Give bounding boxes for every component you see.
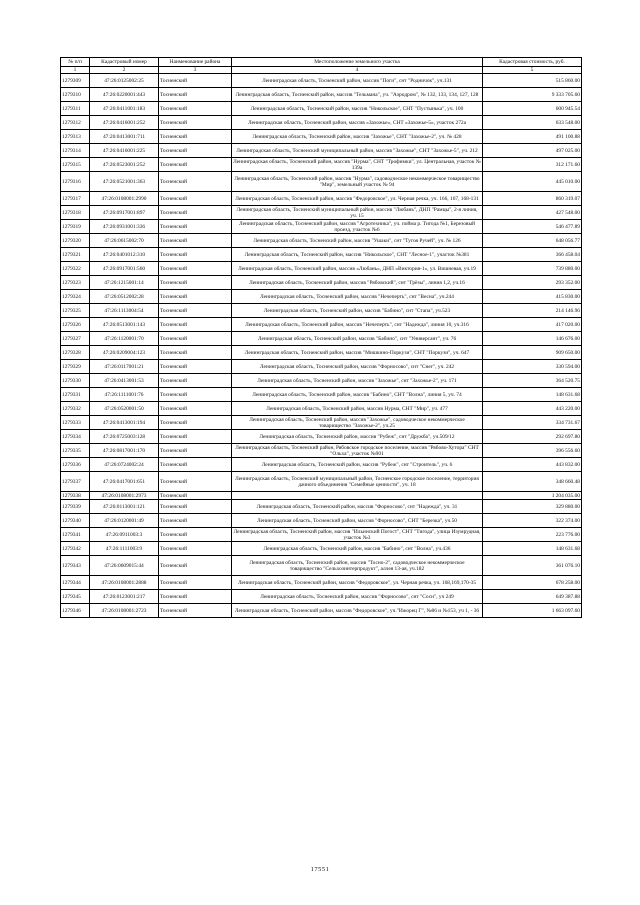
plot-location: Ленинградская область, Тосненский район, массив "Ильинский Погост", СНТ "Тигода", улица Изумрудная, участок №3 <box>232 528 483 542</box>
table-row <box>61 604 582 618</box>
table-row <box>61 388 582 402</box>
table-row <box>61 318 582 332</box>
plot-location: Ленинградская область, Тосненский район, массив "Рубеж", снт "Строитель", уч. 6 <box>232 458 483 472</box>
table-row <box>61 206 582 220</box>
cadastral-value: 415 830.00 <box>483 290 582 304</box>
page-number: 17551 <box>310 866 330 873</box>
cadastral-number: 47:26:1113004:54 <box>90 304 159 318</box>
district-name: Тосненский <box>159 318 232 332</box>
cadastral-value: 348 660.48 <box>483 472 582 492</box>
row-number: 1279317 <box>61 192 90 206</box>
table-body <box>61 74 582 618</box>
district-name: Тосненский <box>159 542 232 556</box>
district-name: Тосненский <box>159 290 232 304</box>
district-name: Тосненский <box>159 346 232 360</box>
plot-location: Ленинградская область, Тосненский район, массив "Поги", снт "Родничок", уч.131 <box>232 74 483 88</box>
cadastral-value: 417 020.00 <box>483 318 582 332</box>
cadastral-number: 47:26:1120001:70 <box>90 332 159 346</box>
district-name: Тосненский <box>159 528 232 542</box>
cadastral-number: 47:26:0513001:143 <box>90 318 159 332</box>
row-number: 1279336 <box>61 458 90 472</box>
district-name: Тосненский <box>159 74 232 88</box>
cadastral-value: 292 697.80 <box>483 430 582 444</box>
row-number: 1279309 <box>61 74 90 88</box>
table-row <box>61 576 582 590</box>
plot-location <box>232 492 483 500</box>
cadastral-table <box>60 57 582 618</box>
table-row <box>61 130 582 144</box>
cadastral-value: 361 076.10 <box>483 556 582 576</box>
district-name: Тосненский <box>159 402 232 416</box>
plot-location: Ленинградская область, Тосненский район, массив "Федоровское", ул. Черная речка, уч. 168,169,170-35 <box>232 576 483 590</box>
table-row <box>61 444 582 458</box>
col-header-number: № п/п <box>61 58 90 67</box>
plot-location: Ленинградская область, Тосненский район, массив "Бабино", снт "Универсант", уч. 76 <box>232 332 483 346</box>
cadastral-value: 330 594.00 <box>483 360 582 374</box>
plot-location: Ленинградская область, Тосненский район, массив "Захожье", СНТ "Захожье-2", уч. № 428 <box>232 130 483 144</box>
cadastral-value: 633 548.00 <box>483 116 582 130</box>
cadastral-value: 322 374.00 <box>483 514 582 528</box>
row-number: 1279341 <box>61 528 90 542</box>
row-number: 1279334 <box>61 430 90 444</box>
table-row <box>61 248 582 262</box>
plot-location: Ленинградская область, Тосненский район, массив "Нурма", СНТ "Трофимки", ул. Центральная, участок № 139а <box>233 158 481 171</box>
table-row <box>61 500 582 514</box>
row-number: 1279320 <box>61 234 90 248</box>
cadastral-value: 366 458.04 <box>483 248 582 262</box>
cadastral-value: 364 520.75 <box>483 374 582 388</box>
cadastral-number: 47:26:0113001:121 <box>90 500 159 514</box>
row-number: 1279323 <box>61 276 90 290</box>
row-number: 1279346 <box>61 604 90 618</box>
plot-location: Ленинградская область, Тосненский район, массив "Рубеж", снт "Дружба", уч.509/12 <box>232 430 483 444</box>
cadastral-value: 678 258.00 <box>483 576 582 590</box>
cadastral-number: 47:26:0125002:25 <box>90 74 159 88</box>
plot-location: Ленинградская область, Тосненский муниципальный район, Тосненское городское поселение, территория дачного объединения "Семейные ценности", уч. 18 <box>232 472 483 492</box>
cadastral-number: 47:26:0917001:897 <box>90 206 159 220</box>
col-index-4: 4 <box>232 67 483 74</box>
plot-location: Ленинградская область, Тосненский район, массив "Бабино", снт "Волна", уч.436 <box>232 542 483 556</box>
cadastral-value: 1 663 097.60 <box>483 604 582 618</box>
cadastral-number: 47:26:0120001:49 <box>90 514 159 528</box>
row-number: 1279326 <box>61 318 90 332</box>
row-number: 1279321 <box>61 248 90 262</box>
cadastral-number: 47:26:0117001:21 <box>90 360 159 374</box>
row-number: 1279311 <box>61 102 90 116</box>
cadastral-number: 47:26:0220001:443 <box>90 88 159 102</box>
table-row <box>61 528 582 542</box>
plot-location: Ленинградская область, Тосненский район, массив Нурма, СНТ "Мир", уч. 477 <box>232 402 483 416</box>
cadastral-number: 47:26:0401012:310 <box>90 248 159 262</box>
cadastral-value: 497 025.00 <box>483 144 582 158</box>
table-row <box>61 144 582 158</box>
plot-location: Ленинградская область, Тосненский район, массив "Тельмана", уч. "Аэродром", № 132, 133, 134, 127, 128 <box>232 88 483 102</box>
row-number: 1279333 <box>61 416 90 430</box>
col-index-3: 3 <box>159 67 232 74</box>
plot-location: Ленинградская область, Тосненский район, массив "Федоровское", уч."Ижорец Г", №86 и №153, уч 1, - 36 <box>232 604 483 618</box>
row-number: 1279327 <box>61 332 90 346</box>
cadastral-number: 47:26:0911003:3 <box>90 528 159 542</box>
cadastral-number: 47:26:1111003:9 <box>90 542 159 556</box>
col-header-location: Местоположение земельного участка <box>232 58 483 67</box>
district-name: Тосненский <box>159 514 232 528</box>
district-name: Тосненский <box>159 492 232 500</box>
table-row <box>61 458 582 472</box>
table-row <box>61 74 582 88</box>
cadastral-number: 47:26:0609015:44 <box>90 556 159 576</box>
table-row <box>61 492 582 500</box>
row-number: 1279325 <box>61 304 90 318</box>
district-name: Тосненский <box>159 500 232 514</box>
district-name: Тосненский <box>159 234 232 248</box>
col-index-5: 5 <box>483 67 582 74</box>
row-number: 1279344 <box>61 576 90 590</box>
plot-location: Ленинградская область, Тосненский район, массив "Форносово", СНТ "Березка", уч.50 <box>232 514 483 528</box>
cadastral-number: 47:26:0724002:24 <box>90 458 159 472</box>
cadastral-number: 47:26:0411001:183 <box>90 102 159 116</box>
cadastral-number: 47:26:0413001:53 <box>90 374 159 388</box>
plot-location: Ленинградская область, Тосненский район, массив "Бабино", снт "Стапа", уч.523 <box>232 304 483 318</box>
district-name: Тосненский <box>159 374 232 388</box>
cadastral-number: 47:26:1111001:76 <box>90 388 159 402</box>
cadastral-value: 909 650.00 <box>483 346 582 360</box>
district-name: Тосненский <box>159 248 232 262</box>
district-name: Тосненский <box>159 102 232 116</box>
district-name: Тосненский <box>159 576 232 590</box>
cadastral-number: 47:26:0123001:217 <box>90 590 159 604</box>
row-number: 1279331 <box>61 388 90 402</box>
district-name: Тосненский <box>159 172 232 192</box>
plot-location: Ленинградская область, Тосненский район, массив "Рябовский", снт "Грёзы", линия 1,2, уч.16 <box>232 276 483 290</box>
table-row <box>61 332 582 346</box>
district-name: Тосненский <box>159 472 232 492</box>
district-name: Тосненский <box>159 332 232 346</box>
plot-location: Ленинградская область, Тосненский муниципальный район, массив "Захожье", СНТ "Захожье-5", уч. 212 <box>232 144 483 158</box>
cadastral-value: 491 100.88 <box>483 130 582 144</box>
table-row <box>61 556 582 576</box>
cadastral-number: 47:26:0615002:70 <box>90 234 159 248</box>
cadastral-number: 47:26:0413001:194 <box>90 416 159 430</box>
cadastral-value: 648 056.77 <box>483 234 582 248</box>
district-name: Тосненский <box>159 220 232 234</box>
cadastral-value: 445 010.00 <box>483 172 582 192</box>
plot-location: Ленинградская область, Тосненский район, массив "Бабино", СНТ "Волна", линия 5, уч. 74 <box>232 388 483 402</box>
district-name: Тосненский <box>159 458 232 472</box>
table-row <box>61 590 582 604</box>
cadastral-value: 515 860.00 <box>483 74 582 88</box>
plot-location: Ленинградская область, Тосненский район, массив "Никольское", СНТ "Лесное-1", участок №381 <box>232 248 483 262</box>
district-name: Тосненский <box>159 262 232 276</box>
cadastral-value: 546 477.89 <box>483 220 582 234</box>
district-name: Тосненский <box>159 416 232 430</box>
cadastral-number: 47:26:0108001:2973 <box>90 492 159 500</box>
cadastral-value: 443 832.00 <box>483 458 582 472</box>
cadastral-number: 47:26:0817001:170 <box>90 444 159 458</box>
district-name: Тосненский <box>159 360 232 374</box>
district-name: Тосненский <box>159 276 232 290</box>
cadastral-value: 396 556.60 <box>483 444 582 458</box>
district-name: Тосненский <box>159 430 232 444</box>
row-number: 1279312 <box>61 116 90 130</box>
col-index-2: 2 <box>90 67 159 74</box>
row-number: 1279338 <box>61 492 90 500</box>
cadastral-number: 47:26:0413001:711 <box>90 130 159 144</box>
cadastral-value: 334 731.67 <box>483 416 582 430</box>
table-row <box>61 290 582 304</box>
table-row <box>61 542 582 556</box>
plot-location: Ленинградская область, Тосненский район, массив "Форносово", снт "Сосн", уч 249 <box>232 590 483 604</box>
table-row <box>61 430 582 444</box>
col-header-value: Кадастровая стоимость, руб. <box>483 58 582 67</box>
plot-location: Ленинградская область, Тосненский район, массив "Нурма", садоводческое некоммерческое товарищество "Мир", земельный участок № 94 <box>232 172 483 192</box>
table-row <box>61 102 582 116</box>
cadastral-value: 146 676.00 <box>483 332 582 346</box>
table-row <box>61 220 582 234</box>
table-row <box>61 402 582 416</box>
cadastral-number: 47:26:0523001:252 <box>90 158 159 172</box>
row-number: 1279328 <box>61 346 90 360</box>
cadastral-value: 148 631.68 <box>483 388 582 402</box>
row-number: 1279332 <box>61 402 90 416</box>
cadastral-number: 47:26:0416001:252 <box>90 116 159 130</box>
table-row <box>61 304 582 318</box>
district-name: Тосненский <box>159 130 232 144</box>
cadastral-number: 47:26:0931001:336 <box>90 220 159 234</box>
row-number: 1279316 <box>61 172 90 192</box>
table-row <box>61 346 582 360</box>
row-number: 1279319 <box>61 220 90 234</box>
plot-location: Ленинградская область, Тосненский район, массив "Федоровское", ул. Черная речка, уч. 166, 167, 168-131 <box>232 192 483 206</box>
row-number: 1279337 <box>61 472 90 492</box>
row-number: 1279343 <box>61 556 90 576</box>
row-number: 1279315 <box>61 158 90 172</box>
cadastral-value: 293 352.00 <box>483 276 582 290</box>
row-number: 1279318 <box>61 206 90 220</box>
row-number: 1279313 <box>61 130 90 144</box>
table-row <box>61 116 582 130</box>
row-number: 1279324 <box>61 290 90 304</box>
district-name: Тосненский <box>159 116 232 130</box>
district-name: Тосненский <box>159 388 232 402</box>
table-row <box>61 262 582 276</box>
cadastral-value: 1 204 035.00 <box>483 492 582 500</box>
cadastral-value: 649 387.88 <box>483 590 582 604</box>
table-row <box>61 234 582 248</box>
plot-location: Ленинградская область, Тосненский район, массив «Захожье», СНТ «Захожье-5», участок 272а <box>232 116 483 130</box>
plot-location: Ленинградская область, Тосненский район, массив "Никольское", СНТ "Пустынька", уч. 100 <box>232 102 483 116</box>
plot-location: Ленинградская область, Тосненский район, массив "Ушаки", снт "Тугоя Ручей", уч. № 126 <box>232 234 483 248</box>
row-number: 1279339 <box>61 500 90 514</box>
plot-location: Ленинградская область, Тосненский район, массив "Нечеперть", снт "Надежда", линия 10, уч.316 <box>232 318 483 332</box>
table-row <box>61 514 582 528</box>
plot-location: Ленинградская область, Тосненский район, массив "Тосно-2", садоводческое некоммерческое товарищество "Сельхозинтерпродукт", аллея 13-ая, уч.182 <box>232 556 483 576</box>
district-name: Тосненский <box>159 304 232 318</box>
cadastral-value: 312 171.60 <box>483 158 582 172</box>
cadastral-value: 427 548.00 <box>483 206 582 220</box>
row-number: 1279330 <box>61 374 90 388</box>
col-header-cadastral: Кадастровый номер <box>90 58 159 67</box>
table-header <box>61 58 582 74</box>
row-number: 1279322 <box>61 262 90 276</box>
plot-location: Ленинградская область, Тосненский район, массив "Мишкино-Поркузи", СНТ "Поркузи", уч. 647 <box>232 346 483 360</box>
row-number: 1279335 <box>61 444 90 458</box>
cadastral-number: 47:26:0108001:2723 <box>90 604 159 618</box>
cadastral-number: 47:26:0417001:651 <box>90 472 159 492</box>
row-number: 1279340 <box>61 514 90 528</box>
district-name: Тосненский <box>159 604 232 618</box>
plot-location: Ленинградская область, Тосненский район, массив «Любань», ДНП «Виктория-1», ул. Вишневая, уч.19 <box>232 262 483 276</box>
plot-location: Ленинградская область, Тосненский район, массив "Агротехника", уч. пойма р. Тигода №1, Березовый проезд, участок №6 <box>232 220 483 234</box>
cadastral-value: 329 880.00 <box>483 500 582 514</box>
district-name: Тосненский <box>159 88 232 102</box>
district-name: Тосненский <box>159 444 232 458</box>
plot-location: Ленинградская область, Тосненский район, массив "Нечеперть", снт "Весна", уч.244 <box>232 290 483 304</box>
table-row <box>61 276 582 290</box>
district-name: Тосненский <box>159 144 232 158</box>
cadastral-number: 47:26:0209004:123 <box>90 346 159 360</box>
table-row <box>61 192 582 206</box>
cadastral-number: 47:26:0521001:363 <box>90 172 159 192</box>
cadastral-value: 739 880.00 <box>483 262 582 276</box>
plot-location: Ленинградская область, Тосненский район, массив "Форносово", снт "Снег", уч. 242 <box>232 360 483 374</box>
plot-location: Ленинградская область, Тосненский район, массив "Форносово", снт "Надежда", уч. 31 <box>232 500 483 514</box>
row-number: 1279345 <box>61 590 90 604</box>
district-name: Тосненский <box>159 206 232 220</box>
row-number: 1279329 <box>61 360 90 374</box>
cadastral-value: 600 945.54 <box>483 102 582 116</box>
plot-location: Ленинградская область, Тосненский район, Рябовское городское поселение, массив "Рябово-Хутора" СНТ "Ольха", участок №901 <box>232 444 483 458</box>
cadastral-number: 47:26:0520001:50 <box>90 402 159 416</box>
district-name: Тосненский <box>159 192 232 206</box>
cadastral-value: 9 333 705.60 <box>483 88 582 102</box>
cadastral-number: 47:26:0512002:28 <box>90 290 159 304</box>
cadastral-number: 47:26:0108001:2990 <box>90 192 159 206</box>
district-name: Тосненский <box>159 158 232 172</box>
table-row <box>61 172 582 192</box>
row-number: 1279314 <box>61 144 90 158</box>
cadastral-number: 47:26:0108001:2888 <box>90 576 159 590</box>
cadastral-number: 47:26:1215001:14 <box>90 276 159 290</box>
table-row <box>61 158 582 172</box>
cadastral-value: 148 631.68 <box>483 542 582 556</box>
district-name: Тосненский <box>159 590 232 604</box>
plot-location: Ленинградская область, Тосненский район, массив "Захожье", снт "Захожье-2", уч. 171 <box>232 374 483 388</box>
cadastral-number: 47:26:0416001:225 <box>90 144 159 158</box>
cadastral-value: 860 319.07 <box>483 192 582 206</box>
row-number: 1279342 <box>61 542 90 556</box>
table-row <box>61 416 582 430</box>
table-row <box>61 374 582 388</box>
plot-location: Ленинградская область, Тосненский муниципальный район, массив "Любань", ДНП "Рамцы", 2-я линия, уч. 15 <box>232 206 483 220</box>
table-row <box>61 88 582 102</box>
table-row <box>61 360 582 374</box>
district-name: Тосненский <box>159 556 232 576</box>
cadastral-number: 47:26:0917001:560 <box>90 262 159 276</box>
cadastral-value: 223 776.00 <box>483 528 582 542</box>
cadastral-value: 443 220.00 <box>483 402 582 416</box>
col-header-district: Наименование района <box>159 58 232 67</box>
cadastral-number: 47:26:0725003:128 <box>90 430 159 444</box>
col-index-1: 1 <box>61 67 90 74</box>
table-row <box>61 472 582 492</box>
row-number: 1279310 <box>61 88 90 102</box>
cadastral-value: 214 146.96 <box>483 304 582 318</box>
plot-location: Ленинградская область, Тосненский район, массив "Захожье", садоводческое некоммерческое товарищество "Захожье-2", уч.25 <box>232 416 483 430</box>
